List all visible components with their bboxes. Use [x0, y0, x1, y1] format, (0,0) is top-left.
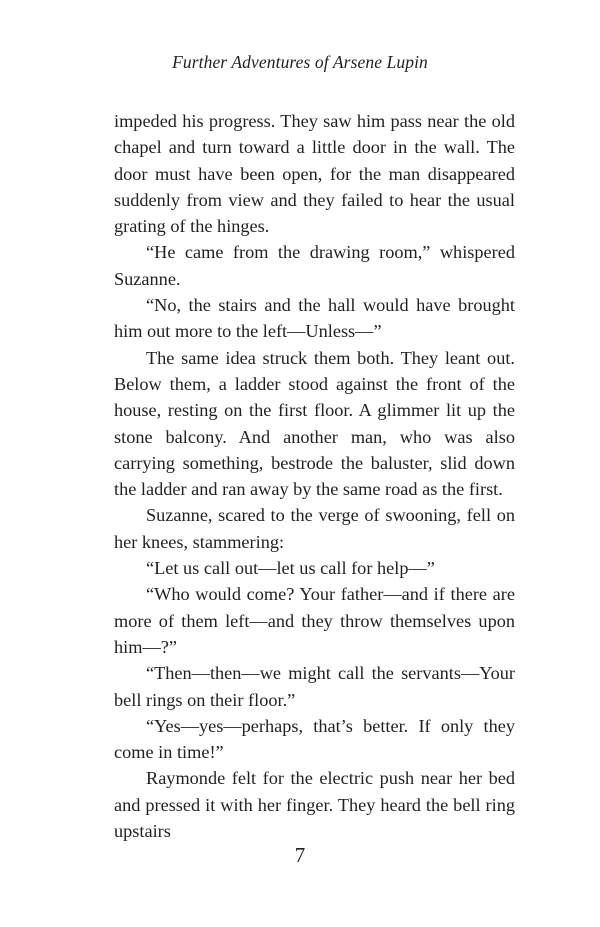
paragraph-continues: Raymonde felt for the electric push near her bed and pressed it with her finger. They heard the bell ring upstairs [114, 768, 515, 842]
paragraph: “No, the stairs and the hall would have brought him out more to the left—Unless—” [114, 295, 515, 342]
paragraph: “Yes—yes—perhaps, that’s better. If only they come in time!” [114, 715, 515, 763]
paragraph: Suzanne, scared to the verge of swooning, fell on her knees, stammering: [114, 505, 515, 552]
paragraph: “Who would come? Your father—and if there are more of them left—and they throw themselves upon him—?” [114, 584, 515, 657]
paragraph-continuation: impeded his progress. They saw him pass near the old chapel and turn toward a little door in the wall. The door must have been open, for the man disappeared suddenly from view and they failed to hear the usual grating of the hinges. [114, 111, 515, 237]
paragraph: “Then—then—we might call the servants—Your bell rings on their floor.” [114, 663, 515, 710]
paragraph: The same idea struck them both. They leant out. Below them, a ladder stood against the front of the house, resting on the first floor. A glimmer lit up the stone balcony. And another man, who was also carrying something, bestrode the baluster, slid down the ladder and ran away by the same road as the first. [114, 347, 515, 500]
running-header: Further Adventures of Arsene Lupin [172, 52, 428, 72]
page-number: 7 [294, 843, 306, 867]
body-text [114, 108, 515, 844]
paragraph: “Let us call out—let us call for help—” [146, 558, 435, 579]
paragraph: “He came from the drawing room,” whispered Suzanne. [114, 242, 515, 289]
